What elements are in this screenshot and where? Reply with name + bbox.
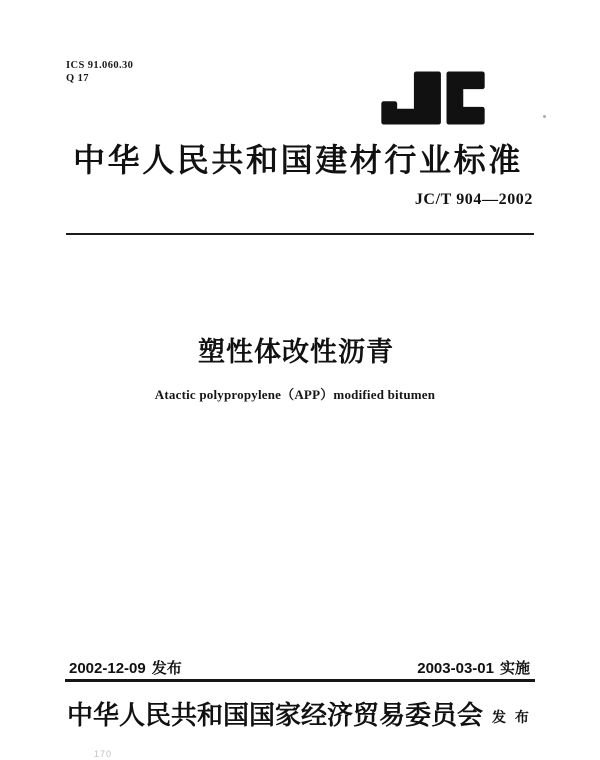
jc-logo	[377, 71, 489, 125]
ics-classification-block	[66, 60, 133, 85]
jc-logo-letter-j	[384, 74, 439, 122]
issuer-row	[67, 702, 531, 728]
standard-name-heading: 中华人民共和国建材行业标准	[73, 142, 523, 178]
standard-code: JC/T 904—2002	[414, 191, 533, 208]
document-title-english: Atactic polypropylene（APP）modified bitumen	[154, 387, 436, 402]
ics-code: ICS 91.060.30	[66, 60, 134, 71]
implementation-date-group	[417, 661, 530, 676]
page-number-artifact: 170	[94, 749, 113, 759]
footer-divider-rule	[65, 679, 535, 682]
issuing-action-label: 发 布	[492, 708, 532, 725]
jc-logo-letter-c	[449, 74, 483, 122]
issue-label: 发布	[151, 660, 182, 677]
implementation-label: 实施	[499, 660, 530, 677]
header-divider-rule	[66, 233, 534, 235]
scan-speck	[543, 115, 546, 118]
dates-row	[69, 661, 530, 676]
issuing-body-name: 中华人民共和国国家经济贸易委员会	[67, 700, 484, 730]
classification-code: Q 17	[66, 72, 89, 84]
document-title-chinese: 塑性体改性沥青	[198, 337, 394, 367]
issue-date: 2002-12-09	[69, 660, 146, 677]
issue-date-group	[69, 661, 182, 676]
implementation-date: 2003-03-01	[417, 660, 494, 677]
